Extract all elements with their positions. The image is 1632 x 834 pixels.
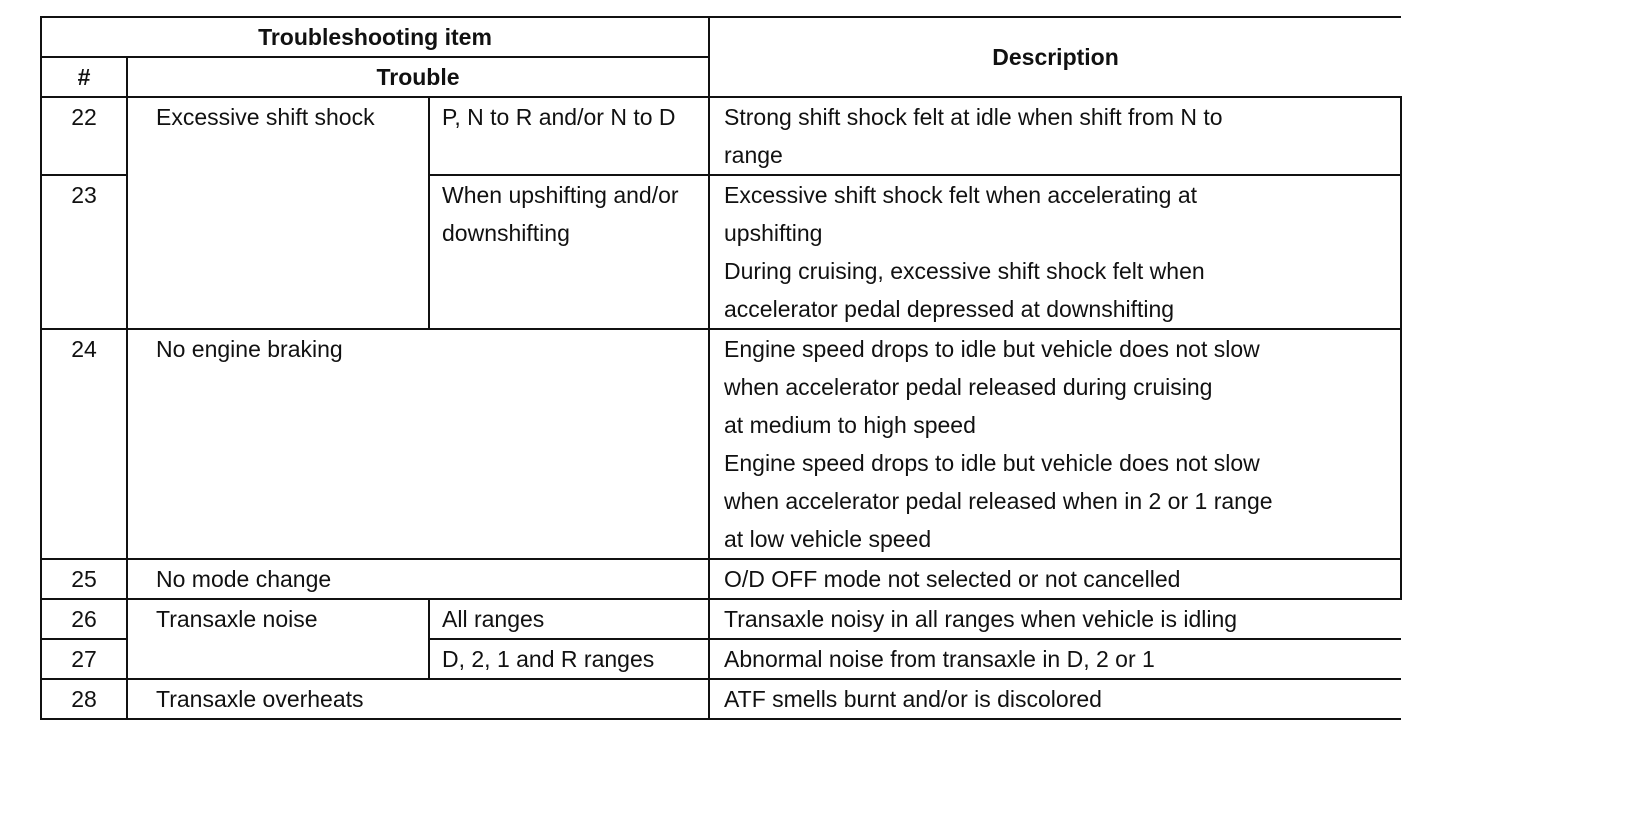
trouble-cell — [127, 559, 709, 599]
row-number: 25 — [41, 559, 127, 599]
trouble-text: Transaxle noise — [156, 606, 318, 632]
sub-trouble-cell — [429, 97, 709, 175]
description-line: at low vehicle speed — [724, 526, 932, 552]
table-row — [41, 559, 1401, 599]
trouble-cell — [127, 329, 709, 559]
trouble-text: Transaxle overheats — [156, 686, 364, 712]
description-line: Abnormal noise from transaxle in D, 2 or 1 — [724, 646, 1155, 672]
table-row — [41, 679, 1401, 719]
sub-trouble-cell — [429, 175, 709, 329]
description-line: Engine speed drops to idle but vehicle does not slow — [724, 336, 1260, 362]
description-line: ATF smells burnt and/or is discolored — [724, 686, 1102, 712]
header-description: Description — [709, 17, 1401, 97]
description-line: upshifting — [724, 220, 823, 246]
trouble-cell — [127, 599, 429, 679]
description-cell — [709, 599, 1401, 639]
description-line: when accelerator pedal released during cruising — [724, 374, 1213, 400]
row-number: 27 — [41, 639, 127, 679]
row-number: 26 — [41, 599, 127, 639]
header-number: # — [41, 57, 127, 97]
sub-trouble-cell — [429, 599, 709, 639]
description-line: accelerator pedal depressed at downshifting — [724, 296, 1175, 322]
sub-trouble-text: D, 2, 1 and R ranges — [442, 646, 655, 672]
sub-trouble-text: P, N to R and/or N to D — [442, 104, 676, 130]
description-cell — [709, 329, 1401, 559]
description-line: range — [724, 142, 783, 168]
sub-trouble-text: All ranges — [442, 606, 545, 632]
description-line: at medium to high speed — [724, 412, 976, 438]
description-line: Strong shift shock felt at idle when shift from N to — [724, 104, 1223, 130]
row-number: 28 — [41, 679, 127, 719]
description-line: Excessive shift shock felt when accelerating at — [724, 182, 1198, 208]
trouble-cell — [127, 97, 429, 329]
sub-trouble-cell — [429, 639, 709, 679]
description-line: O/D OFF mode not selected or not cancelled — [724, 566, 1181, 592]
trouble-text: No mode change — [156, 566, 332, 592]
row-number: 24 — [41, 329, 127, 559]
row-number: 23 — [41, 175, 127, 329]
trouble-text: No engine braking — [156, 336, 343, 362]
description-cell — [709, 97, 1401, 175]
description-line: During cruising, excessive shift shock felt when — [724, 258, 1205, 284]
header-troubleshooting-item: Troubleshooting item — [41, 17, 709, 57]
description-cell — [709, 679, 1401, 719]
table-row — [41, 599, 1401, 639]
header-trouble: Trouble — [127, 57, 709, 97]
description-line: Engine speed drops to idle but vehicle does not slow — [724, 450, 1260, 476]
description-line: Transaxle noisy in all ranges when vehicle is idling — [724, 606, 1238, 632]
row-number: 22 — [41, 97, 127, 175]
description-cell — [709, 175, 1401, 329]
troubleshooting-table — [40, 16, 1402, 720]
trouble-text: Excessive shift shock — [156, 104, 375, 130]
sub-trouble-text: When upshifting and/or — [442, 182, 679, 208]
description-cell — [709, 639, 1401, 679]
description-cell — [709, 559, 1401, 599]
table-row — [41, 329, 1401, 559]
header-row-top — [41, 17, 1401, 57]
sub-trouble-text: downshifting — [442, 220, 570, 246]
description-line: when accelerator pedal released when in 2 or 1 range — [724, 488, 1273, 514]
trouble-cell — [127, 679, 709, 719]
table-row — [41, 97, 1401, 175]
